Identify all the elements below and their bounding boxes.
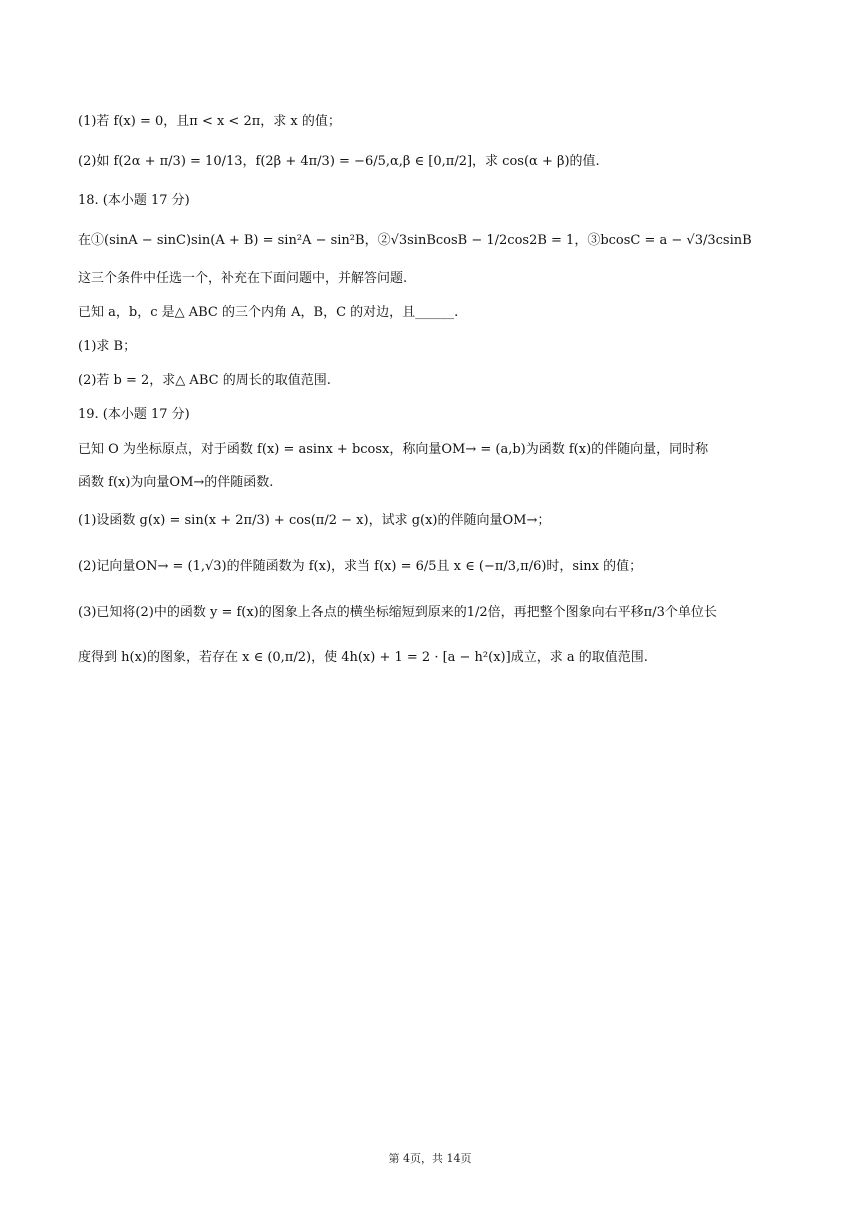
q18-stem: 已知 a，b，c 是△ ABC 的三个内角 A，B，C 的对边，且______.	[78, 305, 459, 320]
q18-conditions: 在①(sinA − sinC)sin(A + B) = sin²A − sin²B，②√3sinBcosB − 1/2cos2B = 1，③bcosC = a − √3/3csinB	[78, 233, 752, 248]
q19-part3-line1: (3)已知将(2)中的函数 y = f(x)的图象上各点的横坐标缩短到原来的1/2倍，再把整个图象向右平移π/3个单位长	[78, 605, 717, 620]
q19-part3-line2: 度得到 h(x)的图象，若存在 x ∈ (0,π/2)，使 4h(x) + 1 = 2 · [a − h²(x)]成立，求 a 的取值范围.	[78, 650, 648, 665]
q18-heading: 18. (本小题 17 分)	[78, 193, 190, 208]
q18-part1: (1)求 B；	[78, 339, 137, 354]
q18-part2: (2)若 b = 2，求△ ABC 的周长的取值范围.	[78, 373, 331, 388]
q17-part2: (2)如 f(2α + π/3) = 10/13，f(2β + 4π/3) = −6/5,α,β ∈ [0,π/2]，求 cos(α + β)的值.	[78, 154, 600, 169]
q19-stem-line2: 函数 f(x)为向量OM→的伴随函数.	[78, 475, 274, 490]
q19-heading: 19. (本小题 17 分)	[78, 407, 190, 422]
page-footer: 第 4页，共 14页	[388, 1152, 472, 1165]
q19-part1: (1)设函数 g(x) = sin(x + 2π/3) + cos(π/2 − x)，试求 g(x)的伴随向量OM→；	[78, 513, 551, 528]
q19-stem-line1: 已知 O 为坐标原点，对于函数 f(x) = asinx + bcosx，称向量OM→ = (a,b)为函数 f(x)的伴随向量，同时称	[78, 442, 709, 457]
q17-part1: (1)若 f(x) = 0，且π < x < 2π，求 x 的值；	[78, 114, 341, 129]
q19-part2: (2)记向量ON→ = (1,√3)的伴随函数为 f(x)，求当 f(x) = 6/5且 x ∈ (−π/3,π/6)时，sinx 的值；	[78, 559, 643, 574]
q18-instruction: 这三个条件中任选一个，补充在下面问题中，并解答问题.	[78, 271, 408, 286]
